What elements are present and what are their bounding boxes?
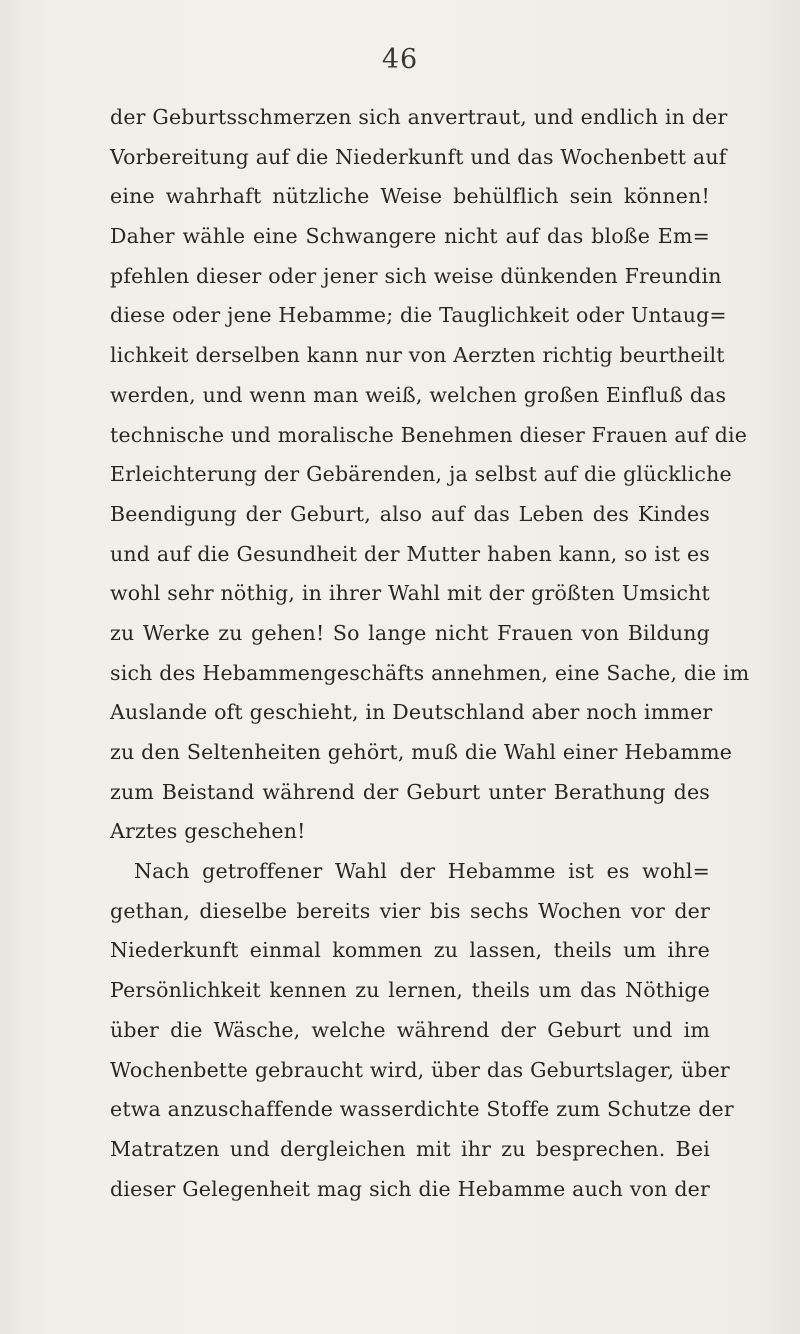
text-line: Matratzen und dergleichen mit ihr zu besprechen. Bei [110, 1136, 710, 1161]
text-line: Wochenbette gebraucht wird, über das Geburtslager, über [110, 1057, 730, 1082]
paragraph-start-line: Nach getroffener Wahl der Hebamme ist es wohl= [134, 859, 710, 884]
text-line: wohl sehr nöthig, in ihrer Wahl mit der größten Umsicht [110, 581, 710, 606]
body-text [110, 98, 750, 1209]
text-line: pfehlen dieser oder jener sich weise dünkenden Freundin [110, 263, 722, 288]
text-line: diese oder jene Hebamme; die Tauglichkeit oder Untaug= [110, 303, 727, 328]
text-line: Persönlichkeit kennen zu lernen, theils um das Nöthige [110, 978, 710, 1003]
text-line: technische und moralische Benehmen dieser Frauen auf die [110, 422, 748, 447]
paragraph-end-line: Arztes geschehen! [110, 819, 306, 844]
text-line: zu den Seltenheiten gehört, muß die Wahl einer Hebamme [110, 740, 733, 764]
text-line: dieser Gelegenheit mag sich die Hebamme auch von der [110, 1176, 710, 1201]
text-line: werden, und wenn man weiß, welchen großen Einfluß das [110, 382, 727, 407]
text-line: gethan, dieselbe bereits vier bis sechs Wochen vor der [110, 898, 710, 923]
text-line: zu Werke zu gehen! So lange nicht Frauen von Bildung [110, 620, 710, 645]
text-line: lichkeit derselben kann nur von Aerzten richtig beurtheilt [110, 343, 725, 368]
text-line: Beendigung der Geburt, also auf das Leben des Kindes [110, 501, 710, 526]
text-line: sich des Hebammengeschäfts annehmen, eine Sache, die im [110, 660, 750, 685]
text-line: der Geburtsschmerzen sich anvertraut, und endlich in der [110, 105, 728, 129]
text-line: Daher wähle eine Schwangere nicht auf das bloße Em= [110, 224, 710, 249]
text-line: zum Beistand während der Geburt unter Berathung des [110, 779, 710, 804]
text-line: etwa anzuschaffende wasserdichte Stoffe zum Schutze der [110, 1097, 734, 1122]
text-line: und auf die Gesundheit der Mutter haben kann, so ist es [110, 541, 710, 566]
text-line: über die Wäsche, welche während der Geburt und im [110, 1017, 710, 1042]
text-line: Niederkunft einmal kommen zu lassen, theils um ihre [110, 938, 710, 963]
text-line: eine wahrhaft nützliche Weise behülflich sein können! [110, 184, 710, 209]
text-line: Auslande oft geschieht, in Deutschland aber noch immer [110, 700, 713, 725]
text-line: Vorbereitung auf die Niederkunft und das Wochenbett auf [110, 144, 727, 169]
text-line: Erleichterung der Gebärenden, ja selbst auf die glückliche [110, 462, 732, 487]
page-number: 46 [381, 44, 419, 75]
